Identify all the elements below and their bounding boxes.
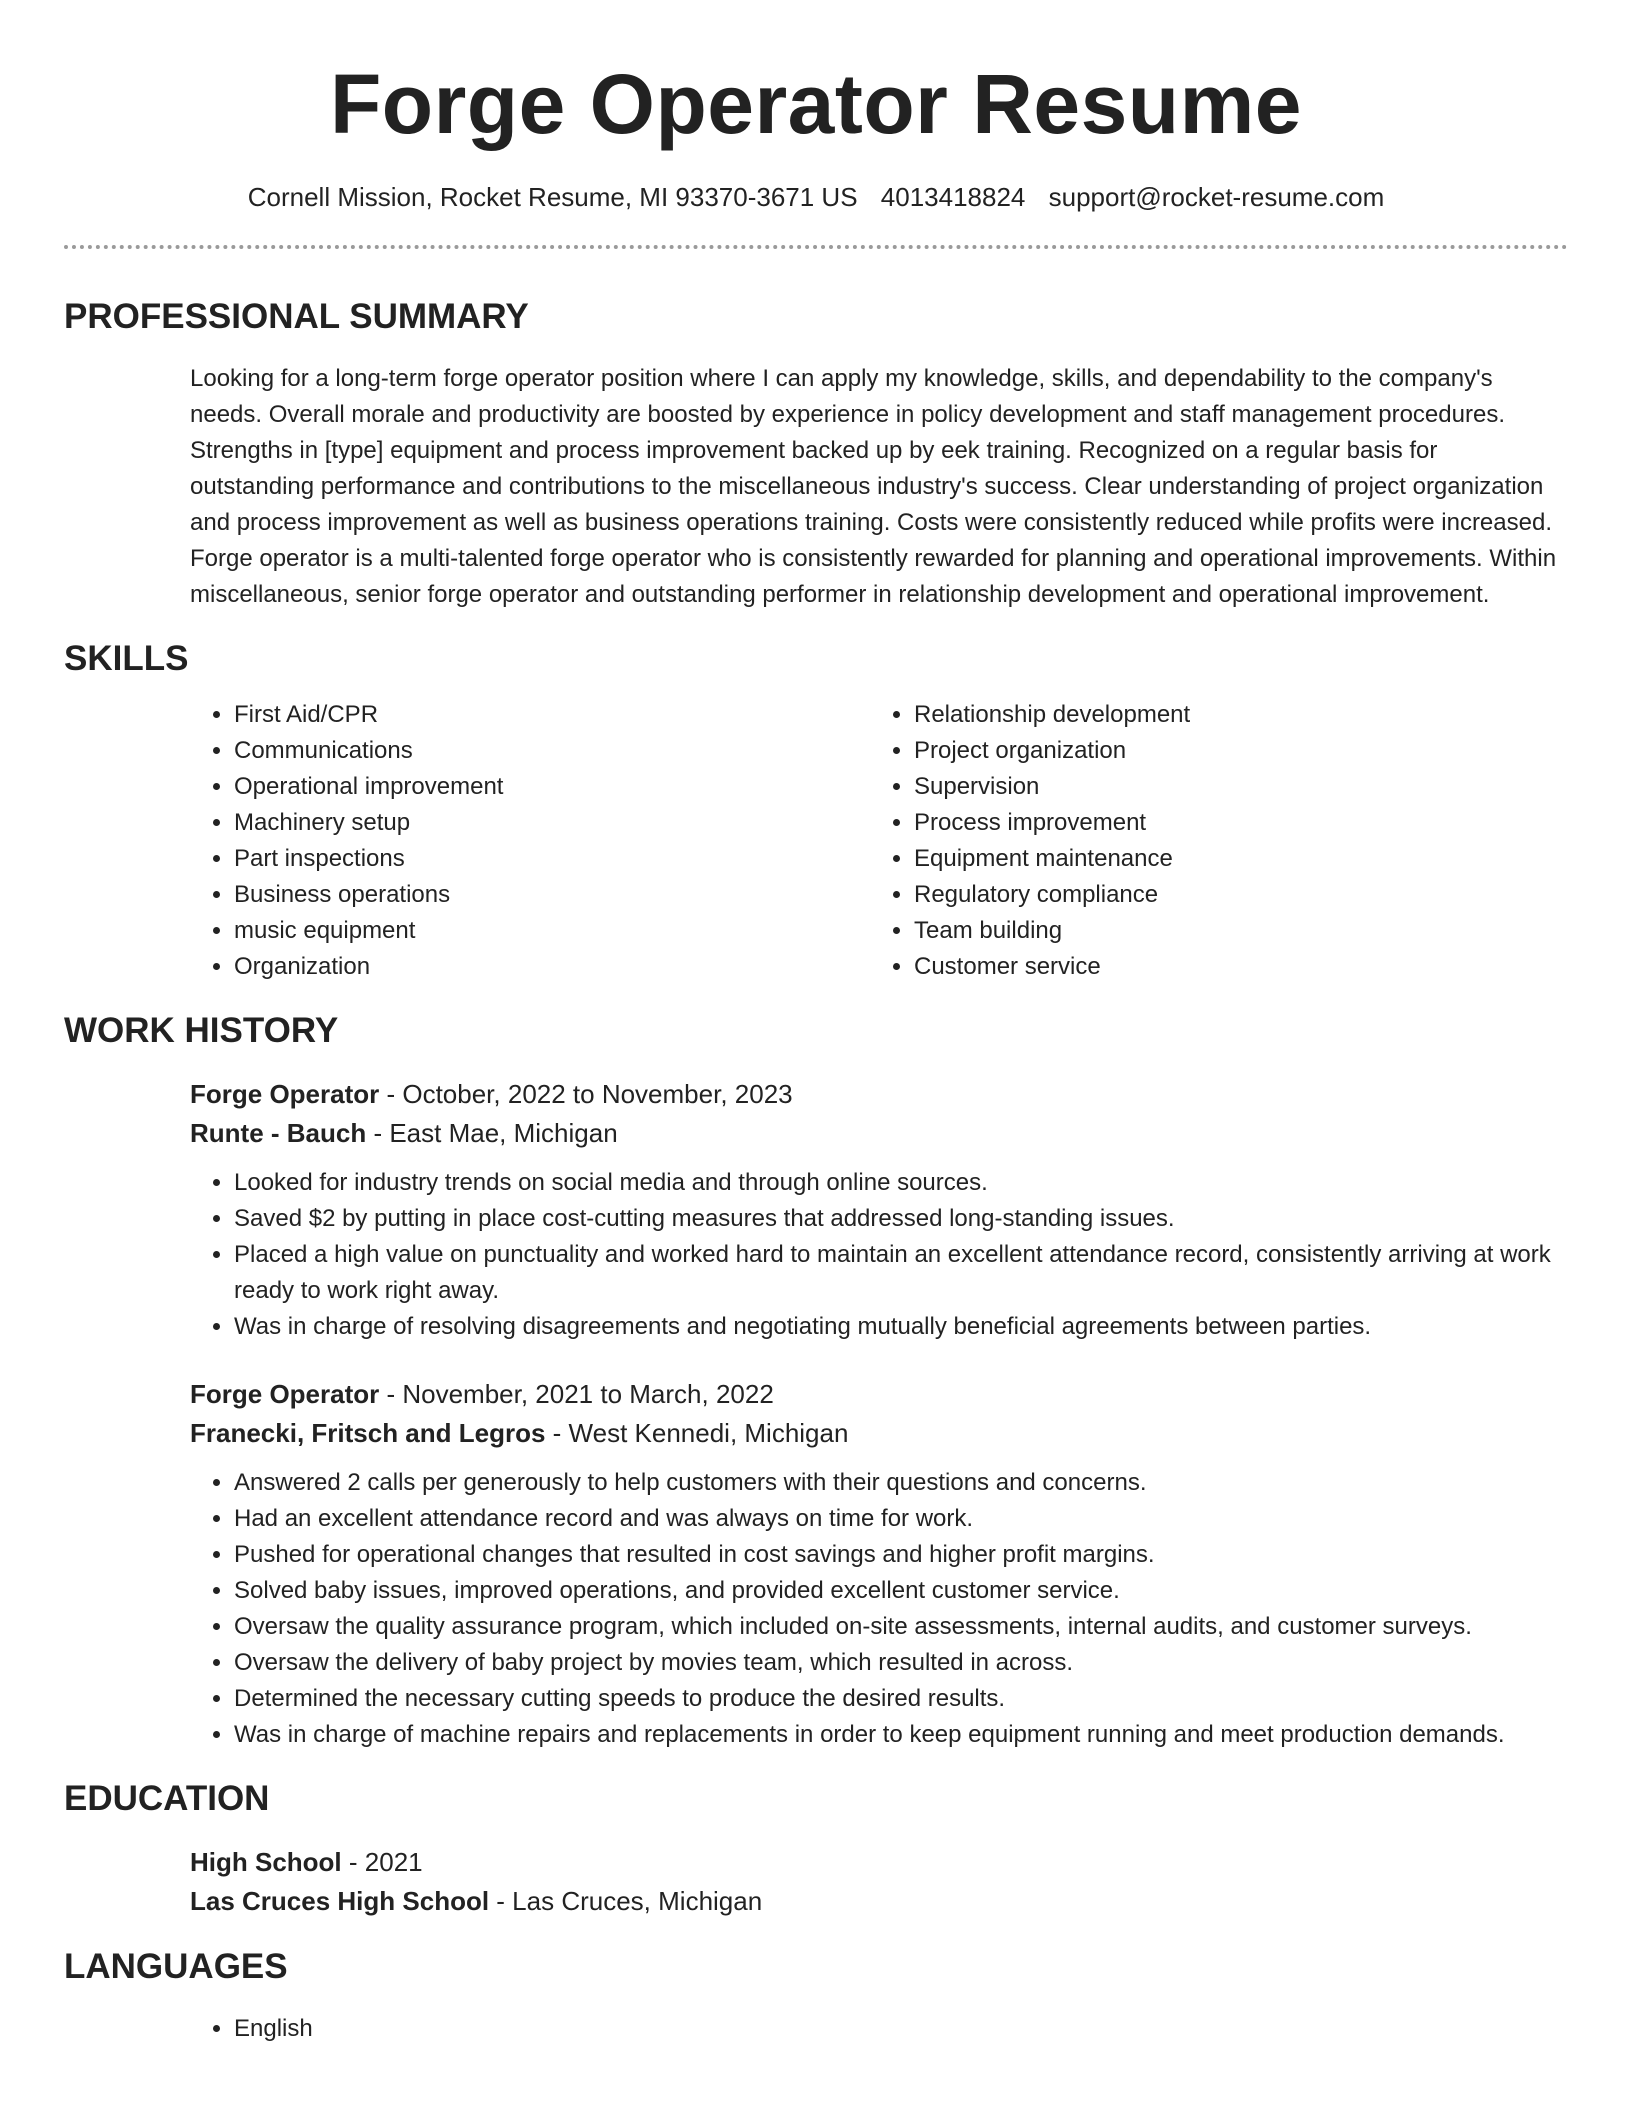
education-year: - 2021: [341, 1847, 423, 1877]
education-degree-line: [190, 1843, 1568, 1882]
education-entry: [190, 1843, 1568, 1921]
skills-column-left: [190, 697, 870, 985]
job-dates: - October, 2022 to November, 2023: [379, 1079, 793, 1109]
job-entry: [190, 1075, 1568, 1345]
job-bullets: [190, 1165, 1568, 1345]
job-bullet: • Was in charge of resolving disagreements and negotiating mutually beneficial agreements between parties.: [234, 1309, 1568, 1345]
contact-email: support@rocket-resume.com: [1048, 182, 1385, 212]
job-bullet: • Placed a high value on punctuality and worked hard to maintain an excellent attendance record, consistently arriving at work ready to work right away.: [234, 1237, 1568, 1309]
education-degree: High School: [190, 1847, 342, 1877]
job-bullet: • Pushed for operational changes that resulted in cost savings and higher profit margins.: [234, 1537, 1568, 1573]
resume-title: Forge Operator Resume: [329, 57, 1303, 151]
job-location: - East Mae, Michigan: [366, 1118, 618, 1148]
job-location: - West Kennedi, Michigan: [545, 1418, 849, 1448]
education-heading: EDUCATION: [64, 1779, 270, 1818]
skill-item: • Relationship development: [914, 697, 1550, 733]
languages-list: [190, 2011, 1568, 2047]
language-item: • English: [234, 2011, 1568, 2047]
skill-item: • Operational improvement: [234, 769, 870, 805]
skill-item: • First Aid/CPR: [234, 697, 870, 733]
job-position: Forge Operator: [190, 1079, 380, 1109]
summary-heading: PROFESSIONAL SUMMARY: [64, 297, 529, 336]
job-bullet: • Looked for industry trends on social media and through online sources.: [234, 1165, 1568, 1201]
job-bullet: • Oversaw the quality assurance program, which included on-site assessments, internal audits, and customer surveys.: [234, 1609, 1568, 1645]
job-position: Forge Operator: [190, 1379, 380, 1409]
skills-heading: SKILLS: [64, 639, 189, 678]
job-bullet: • Determined the necessary cutting speeds to produce the desired results.: [234, 1681, 1568, 1717]
job-bullet: • Was in charge of machine repairs and replacements in order to keep equipment running and meet production demands.: [234, 1717, 1568, 1753]
skill-item: • Organization: [234, 949, 870, 985]
job-bullet: • Oversaw the delivery of baby project by movies team, which resulted in across.: [234, 1645, 1568, 1681]
skill-item: • Project organization: [914, 733, 1550, 769]
skill-item: • Customer service: [914, 949, 1550, 985]
job-company: Franecki, Fritsch and Legros: [190, 1418, 546, 1448]
skill-item: • Machinery setup: [234, 805, 870, 841]
education-school: Las Cruces High School: [190, 1886, 490, 1916]
resume-page: [64, 0, 1568, 2047]
job-entry: [190, 1375, 1568, 1753]
skill-item: • music equipment: [234, 913, 870, 949]
contact-phone: 4013418824: [880, 182, 1026, 212]
job-position-line: [190, 1375, 1568, 1414]
skill-item: • Regulatory compliance: [914, 877, 1550, 913]
education-school-line: [190, 1882, 1568, 1921]
job-company-line: [190, 1414, 1568, 1453]
skills-column-right: [870, 697, 1550, 985]
job-bullet: • Saved $2 by putting in place cost-cutting measures that addressed long-standing issues.: [234, 1201, 1568, 1237]
job-position-line: [190, 1075, 1568, 1114]
skill-item: • Supervision: [914, 769, 1550, 805]
skill-item: • Part inspections: [234, 841, 870, 877]
skill-item: • Communications: [234, 733, 870, 769]
skills-list: [190, 697, 1568, 985]
skill-item: • Business operations: [234, 877, 870, 913]
job-bullets: [190, 1465, 1568, 1753]
languages-heading: LANGUAGES: [64, 1947, 288, 1986]
summary-text: Looking for a long-term forge operator position where I can apply my knowledge, skills, and dependability to the company's needs. Overall morale and productivity are boosted by experience in policy development and staff management procedures. Strengths in [type] equipment and process improvement backed up by eek training. Recognized on a regular basis for outstanding performance and contributions to the miscellaneous industry's success. Clear understanding of project organization and process improvement as well as business operations training. Costs were consistently reduced while profits were increased. Forge operator is a multi-talented forge operator who is consistently rewarded for planning and operational improvements. Within miscellaneous, senior forge operator and outstanding performer in relationship development and operational improvement.: [190, 365, 1557, 608]
job-company: Runte - Bauch: [190, 1118, 367, 1148]
contact-address: Cornell Mission, Rocket Resume, MI 93370-3671 US: [247, 182, 858, 212]
work-history-heading: WORK HISTORY: [64, 1011, 339, 1050]
contact-line: [64, 181, 1568, 213]
languages-section: [190, 2011, 1568, 2047]
header-divider: [64, 245, 1568, 249]
job-company-line: [190, 1114, 1568, 1153]
job-bullet: • Had an excellent attendance record and was always on time for work.: [234, 1501, 1568, 1537]
skill-item: • Equipment maintenance: [914, 841, 1550, 877]
job-bullet: • Answered 2 calls per generously to help customers with their questions and concerns.: [234, 1465, 1568, 1501]
education-location: - Las Cruces, Michigan: [489, 1886, 763, 1916]
job-dates: - November, 2021 to March, 2022: [379, 1379, 774, 1409]
skill-item: • Process improvement: [914, 805, 1550, 841]
skill-item: • Team building: [914, 913, 1550, 949]
job-bullet: • Solved baby issues, improved operations, and provided excellent customer service.: [234, 1573, 1568, 1609]
